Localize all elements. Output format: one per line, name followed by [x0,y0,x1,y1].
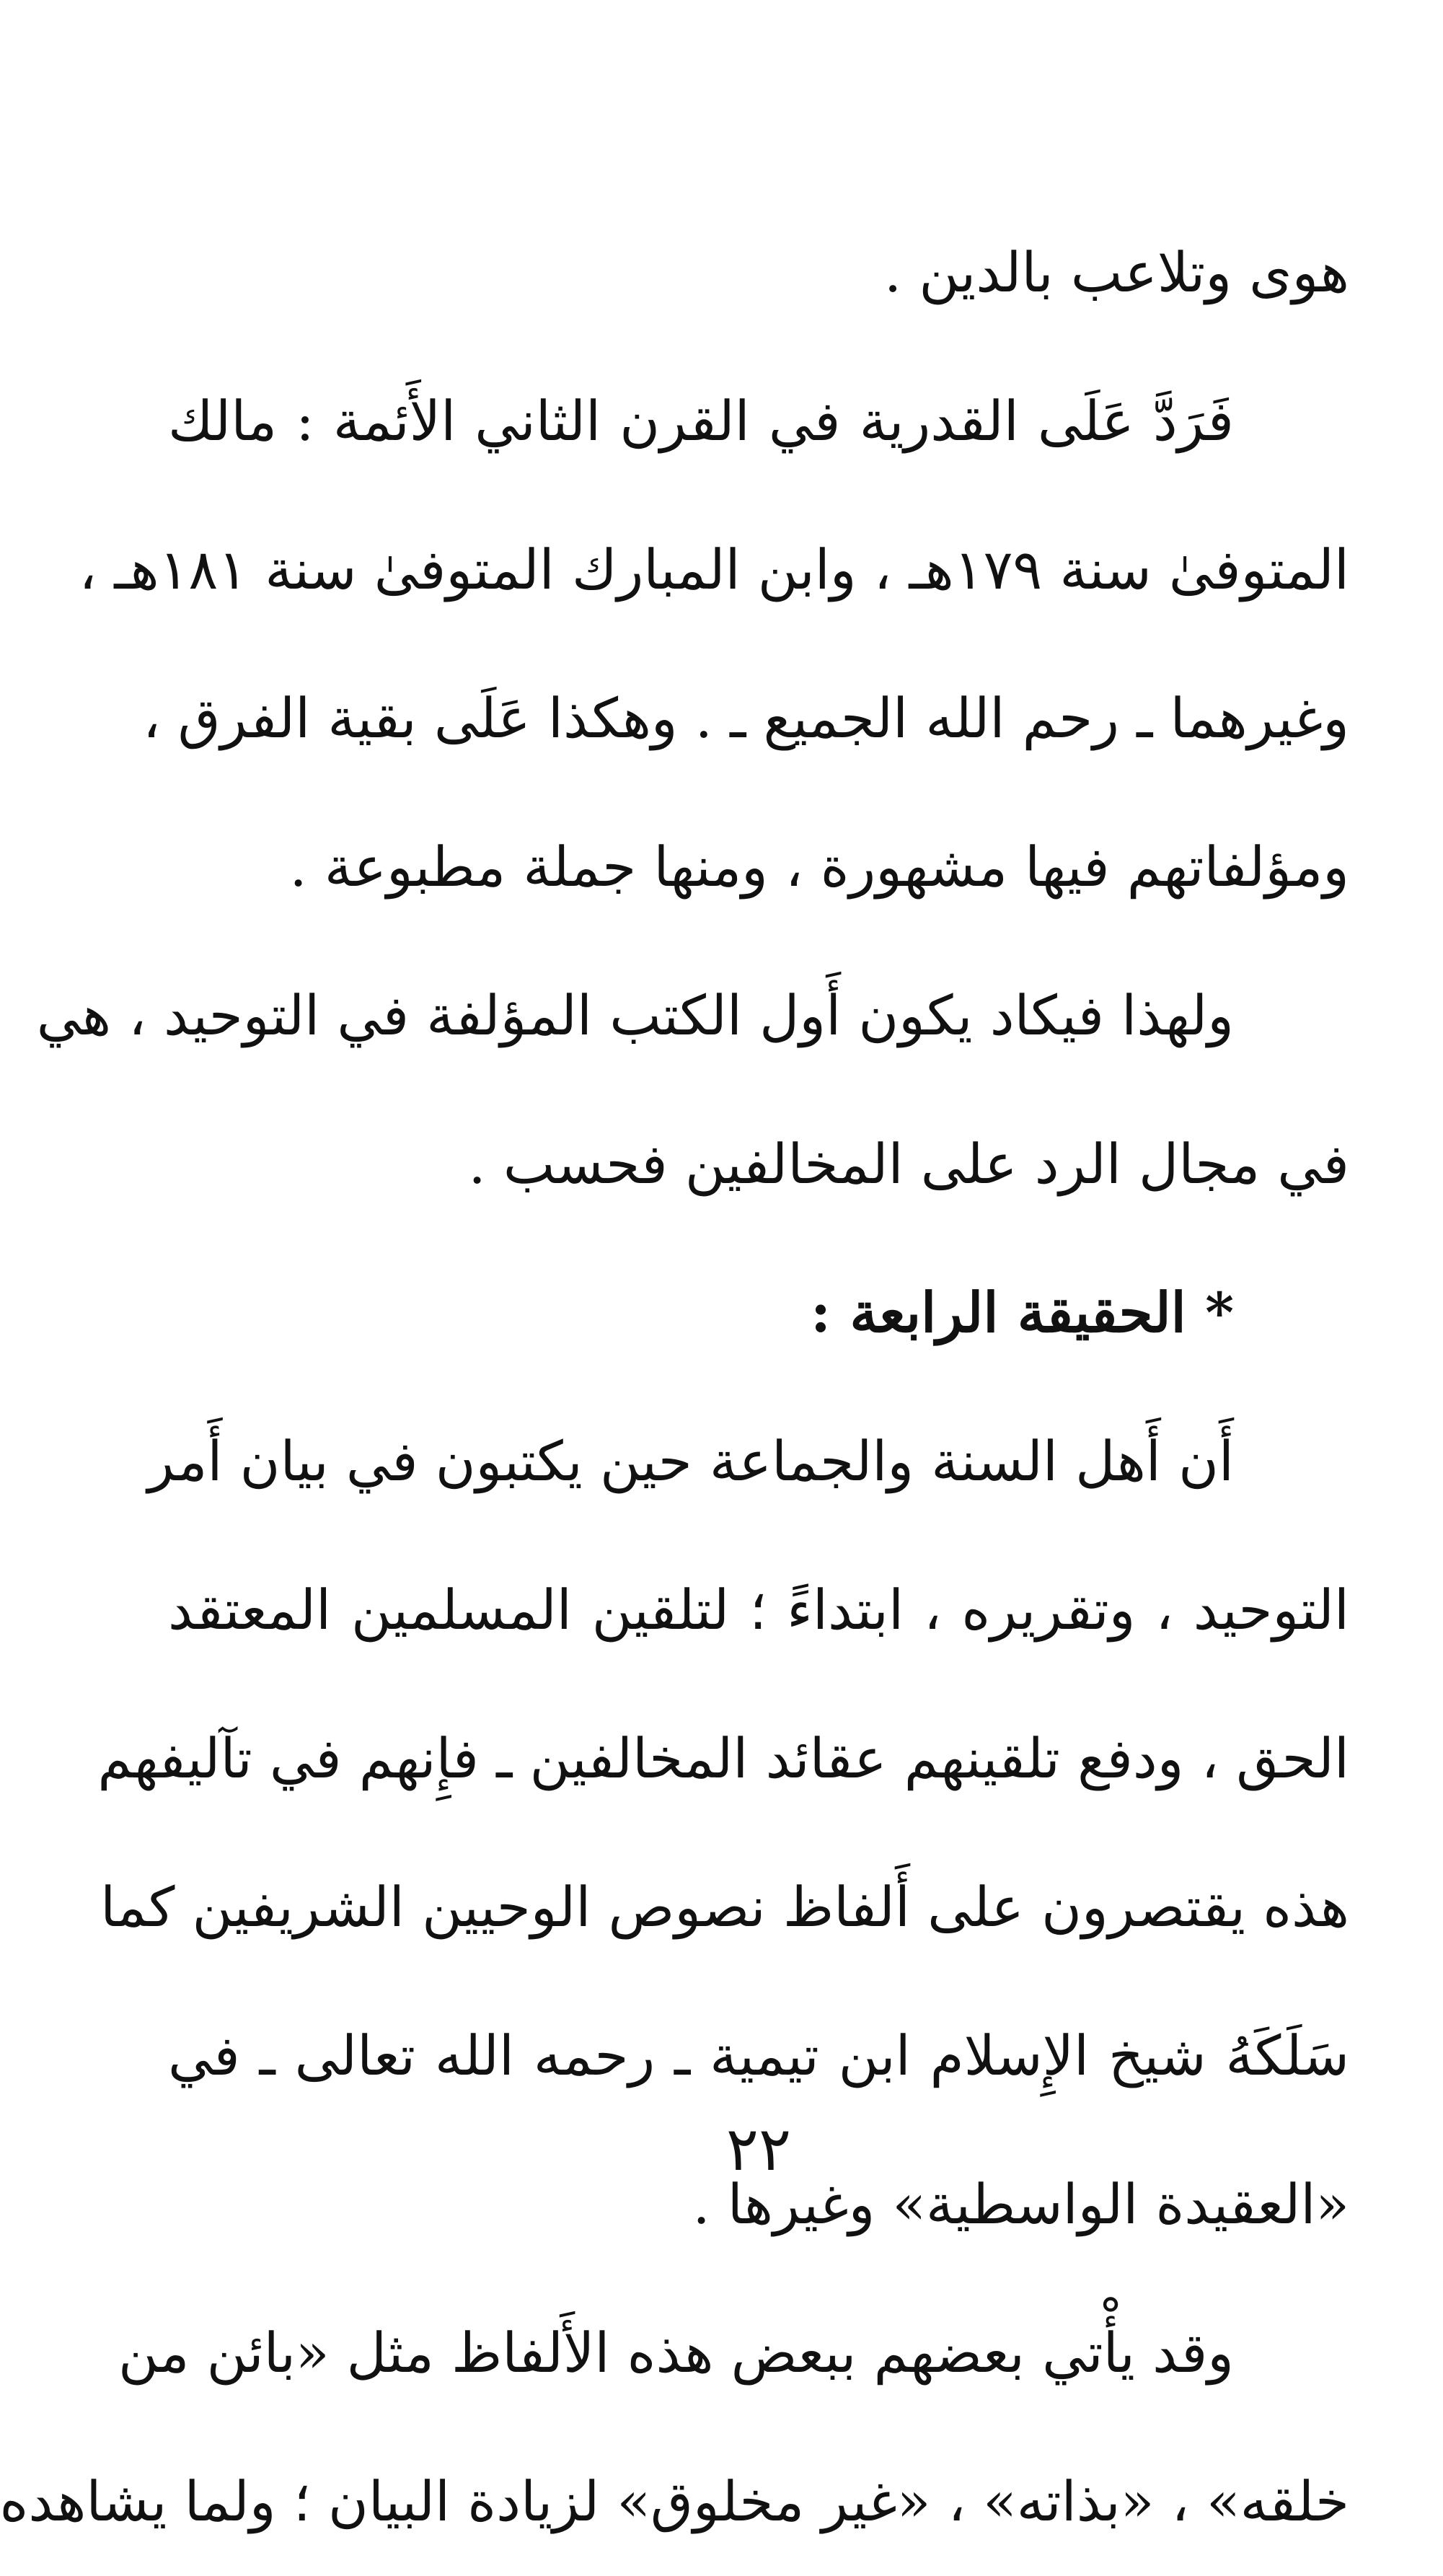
page-number: ٢٢ [725,2114,792,2184]
text-line: فَرَدَّ عَلَى القدرية في القرن الثاني الأَئمة : مالك [168,389,1234,453]
text-line: المتوفىٰ سنة ١٧٩هـ ، وابن المبارك المتوفىٰ سنة ١٨١هـ ، [79,537,1349,602]
text-line: ولهذا فيكاد يكون أَول الكتب المؤلفة في التوحيد ، هي [36,983,1234,1047]
text-line: هذه يقتصرون على أَلفاظ نصوص الوحيين الشريفين كما [100,1875,1349,1939]
section-heading: * الحقيقة الرابعة : [811,1280,1234,1345]
text-line: أَن أَهل السنة والجماعة حين يكتبون في بيان أَمر [147,1429,1234,1493]
text-line: خلقه» ، «بذاته» ، «غير مخلوق» لزيادة البيان ؛ ولما يشاهده [0,2469,1349,2533]
text-line: الحق ، ودفع تلقينهم عقائد المخالفين ـ فإِنهم في تآليفهم [97,1726,1349,1790]
text-line: وغيرهما ـ رحم الله الجميع ـ . وهكذا عَلَى بقية الفرق ، [142,686,1349,750]
text-line: في مجال الرد على المخالفين فحسب . [468,1132,1349,1196]
text-line: ومؤلفاتهم فيها مشهورة ، ومنها جملة مطبوعة . [289,835,1349,899]
text-line: هوى وتلاعب بالدين . [884,240,1349,304]
text-line: «العقيدة الواسطية» وغيرها . [692,2172,1349,2236]
text-line: التوحيد ، وتقريره ، ابتداءً ؛ لتلقين المسلمين المعتقد [168,1578,1349,1642]
body-text [0,198,1349,2576]
text-line: وقد يأْتي بعضهم ببعض هذه الأَلفاظ مثل «بائن من [118,2321,1234,2385]
text-line: سَلَكَهُ شيخ الإِسلام ابن تيمية ـ رحمه الله تعالى ـ في [168,2023,1349,2088]
